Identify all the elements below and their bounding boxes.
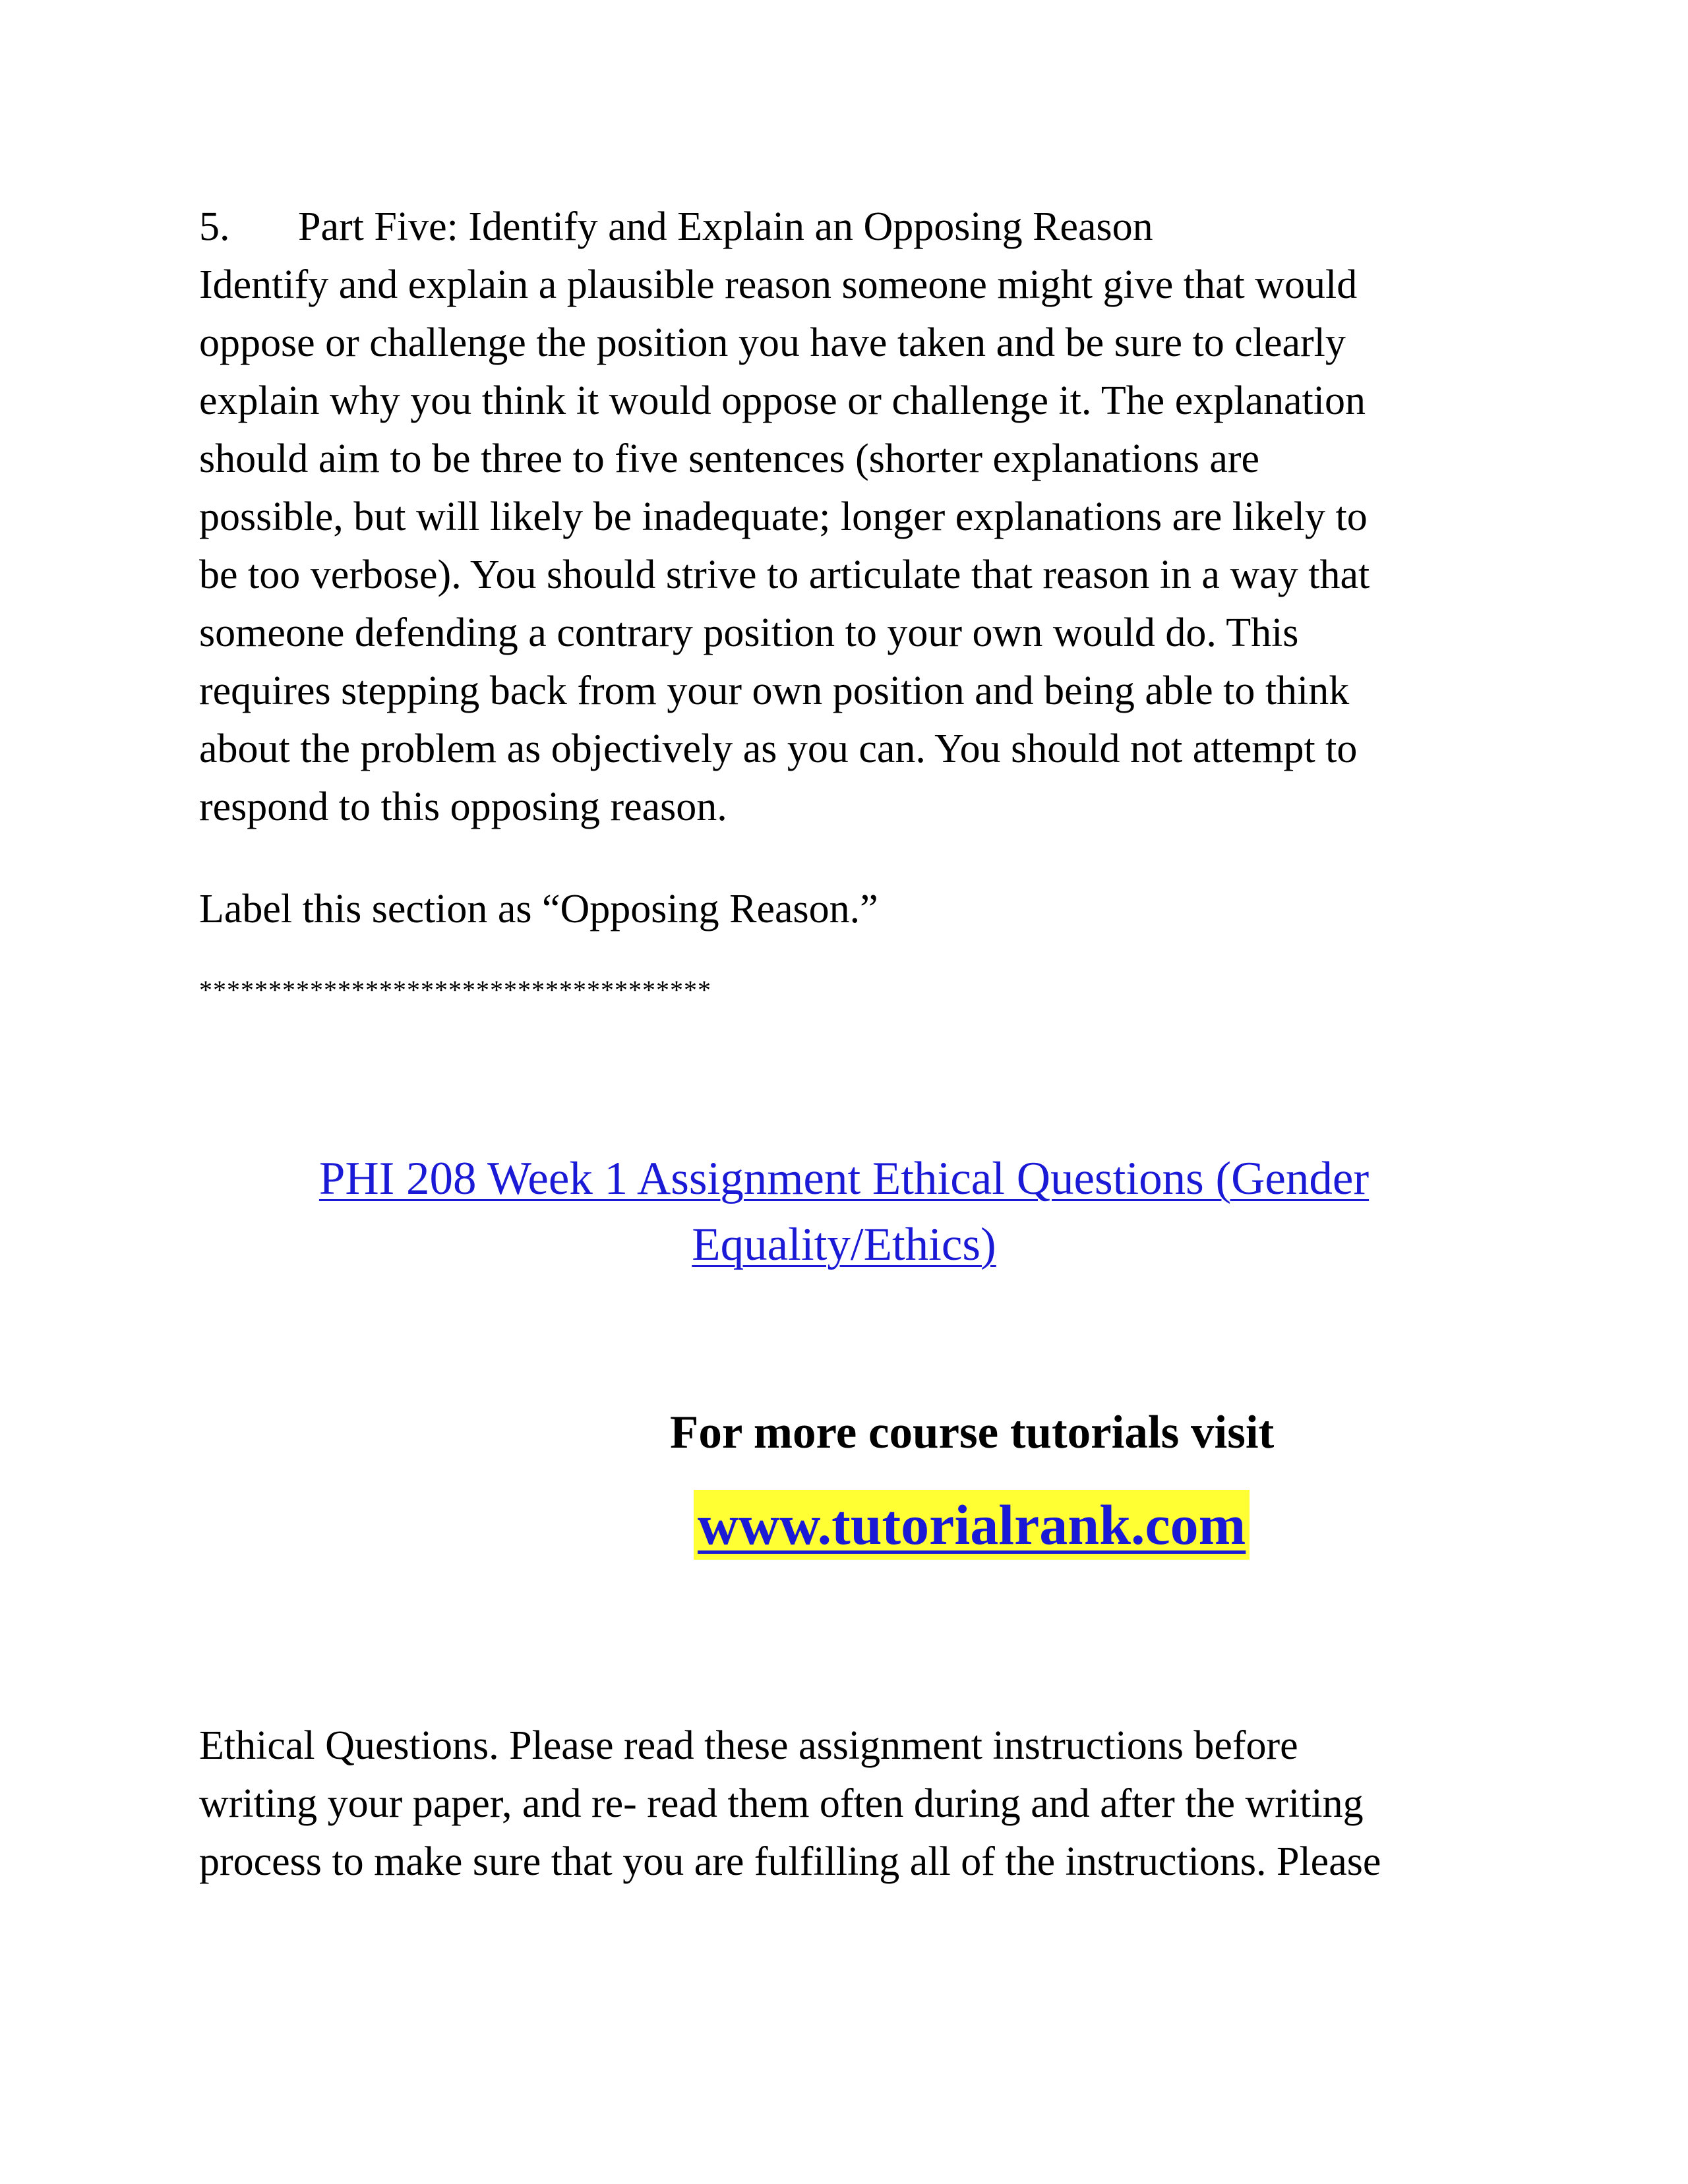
paragraph-line: Identify and explain a plausible reason someone might give that would (199, 262, 1358, 307)
course-title-line: PHI 208 Week 1 Assignment Ethical Questions (Gender (318, 1153, 1370, 1204)
paragraph-line: be too verbose). You should strive to articulate that reason in a way that (199, 552, 1370, 597)
promo-text: For more course tutorials visit (670, 1407, 1275, 1458)
asterisk-divider: ************************************* (199, 975, 711, 1005)
label-instruction: Label this section as “Opposing Reason.” (199, 887, 878, 931)
section-title: Part Five: Identify and Explain an Opposing Reason (298, 204, 1153, 249)
section-paragraph (199, 256, 1492, 836)
paragraph-line: possible, but will likely be inadequate; longer explanations are likely to (199, 494, 1368, 539)
paragraph-line: respond to this opposing reason. (199, 784, 727, 829)
section-number: 5. (199, 204, 230, 249)
paragraph-line: should aim to be three to five sentences (shorter explanations are (199, 436, 1260, 481)
site-link[interactable]: www.tutorialrank.com (698, 1493, 1246, 1556)
section-heading (199, 198, 1492, 256)
paragraph-line: Ethical Questions. Please read these assignment instructions before (199, 1723, 1298, 1768)
course-title-line: Equality/Ethics) (692, 1219, 996, 1270)
course-title-link[interactable] (0, 1146, 1688, 1278)
paragraph-line: about the problem as objectively as you can. You should not attempt to (199, 726, 1358, 771)
paragraph-line: someone defending a contrary position to your own would do. This (199, 610, 1299, 655)
paragraph-line: requires stepping back from your own position and being able to think (199, 668, 1350, 713)
paragraph-line: writing your paper, and re- read them often during and after the writing (199, 1781, 1364, 1826)
ethical-questions-paragraph (199, 1717, 1492, 1891)
paragraph-line: process to make sure that you are fulfilling all of the instructions. Please (199, 1839, 1381, 1884)
course-title-heading (0, 1146, 1688, 1278)
paragraph-line: oppose or challenge the position you have taken and be sure to clearly (199, 320, 1346, 365)
paragraph-line: explain why you think it would oppose or challenge it. The explanation (199, 378, 1366, 423)
site-highlight (694, 1490, 1250, 1560)
